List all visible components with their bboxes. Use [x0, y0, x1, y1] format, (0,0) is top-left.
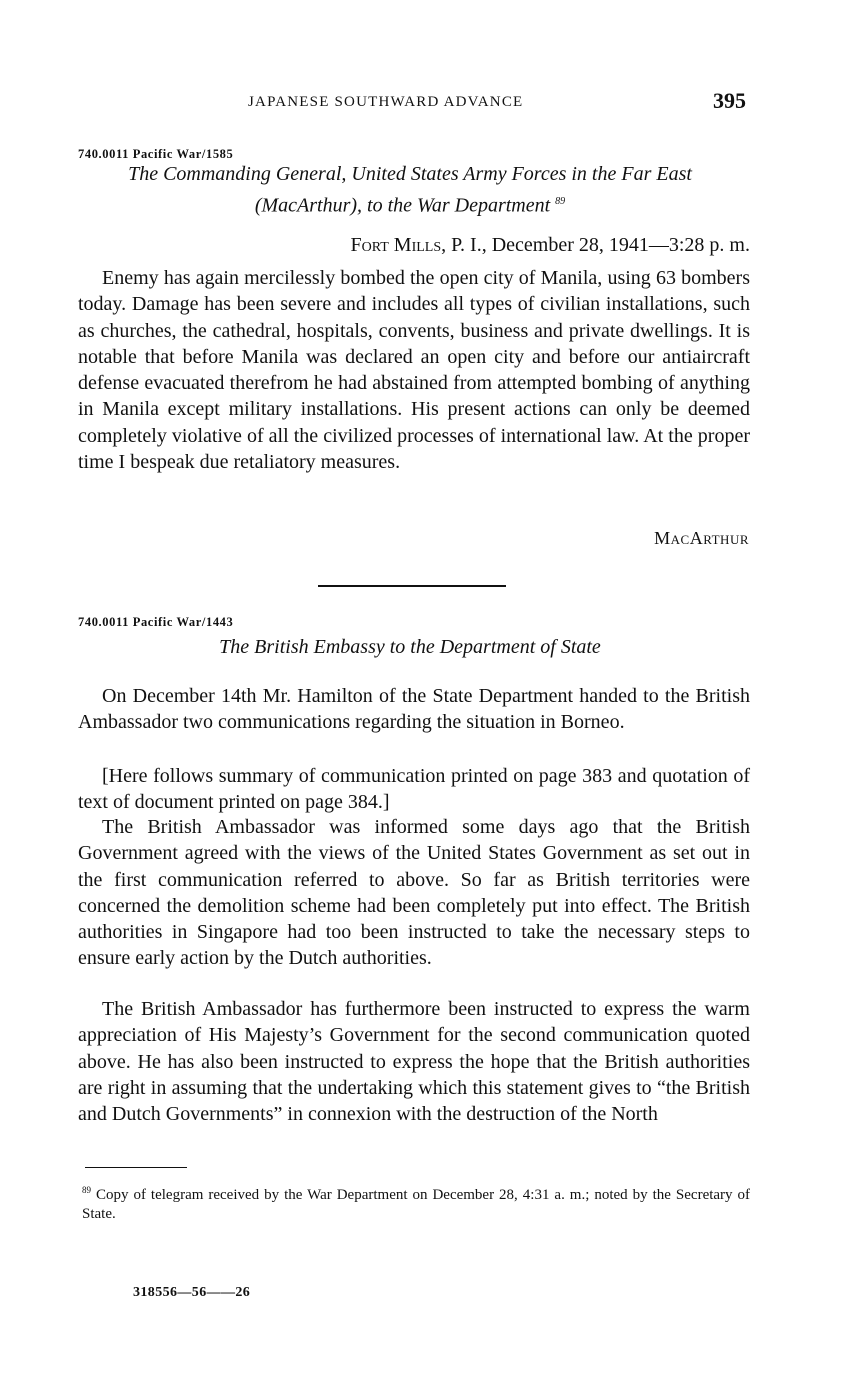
- doc2-title: The British Embassy to the Department of State: [219, 636, 601, 658]
- doc1-file-reference: 740.0011 Pacific War/1585: [78, 147, 234, 161]
- doc1-dateline: [351, 234, 750, 257]
- doc1-body: Enemy has again mercilessly bombed the open city of Manila, using 63 bombers today. Damage has been severe and includes all types of civilian installations, such as churches, the cathedral, hospitals, convents, business and private dwellings. It is notable that before Manila was declared an open city and before our antiaircraft defense evacuated therefrom he had abstained from attempted bombing of anything in Manila except military installations. His present actions can only be deemed completely violative of all the civilized processes of international law. At the proper time I bespeak due retaliatory measures.: [78, 267, 750, 474]
- footnote-rule: [85, 1167, 187, 1168]
- doc2-paragraph-2: [Here follows summary of communication printed on page 383 and quotation of text of document printed on page 384.]: [78, 765, 750, 814]
- doc2-paragraph-3: The British Ambassador was informed some days ago that the British Government agreed with the views of the United States Government as set out in the first communication referred to above. So far as British territories were concerned the demolition scheme had been completely put into effect. The British authorities in Singapore had too been instructed to take the necessary steps to ensure early action by the Dutch authorities.: [78, 816, 750, 970]
- doc1-title-line-2: [70, 188, 750, 220]
- doc1-title-line-2-text: (MacArthur), to the War Department: [254, 194, 551, 217]
- doc1-signature: MacArthur: [654, 528, 749, 548]
- footnote-text: Copy of telegram received by the War Department on December 28, 4:31 a. m.; noted by the Secretary of State.: [82, 1187, 751, 1222]
- doc1-title: [70, 161, 750, 220]
- dateline-place: Fort Mills: [350, 234, 442, 256]
- doc2-paragraph-1: On December 14th Mr. Hamilton of the State Department handed to the British Ambassador two communications regarding the situation in Borneo.: [78, 685, 750, 734]
- footnote-number: 89: [82, 1185, 91, 1195]
- footnote: [82, 1181, 750, 1224]
- running-head: JAPANESE SOUTHWARD ADVANCE: [248, 94, 524, 110]
- page-number: 395: [713, 88, 746, 113]
- document-separator-rule: [318, 585, 506, 587]
- footnote-reference-89: 89: [555, 196, 566, 207]
- printer-signature-code: 318556—56——26: [133, 1285, 251, 1300]
- doc2-paragraph-4: The British Ambassador has furthermore been instructed to express the warm appreciation of His Majesty’s Government for the second communication quoted above. He has also been instructed to express the hope that the British authorities are right in assuming that the undertaking which this statement gives to “the British and Dutch Governments” in connexion with the destruction of the North: [78, 998, 750, 1126]
- doc1-title-line-1: The Commanding General, United States Army Forces in the Far East: [128, 163, 692, 185]
- dateline-date-time: , P. I., December 28, 1941—3:28 p. m.: [441, 234, 750, 256]
- doc2-file-reference: 740.0011 Pacific War/1443: [78, 615, 234, 629]
